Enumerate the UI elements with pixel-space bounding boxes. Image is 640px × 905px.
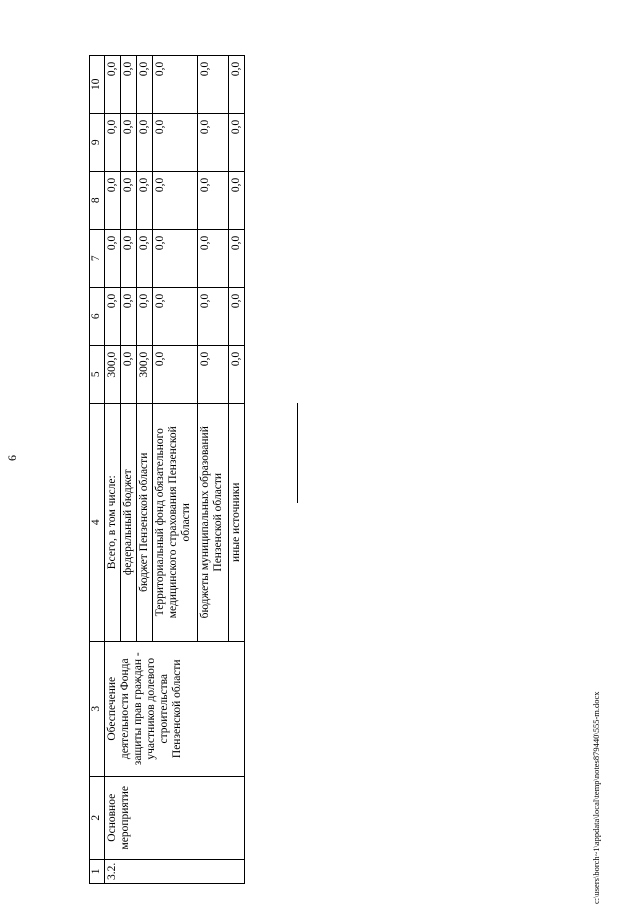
value-cell: 0,0: [105, 287, 121, 345]
header-cell: 7: [90, 229, 105, 287]
value-cell: 0,0: [121, 229, 137, 287]
value-cell: 0,0: [153, 55, 198, 113]
value-cell: 0,0: [229, 171, 245, 229]
source-cell: бюджеты муниципальных образований Пензенской области: [198, 403, 229, 641]
value-cell: 0,0: [105, 229, 121, 287]
source-cell: Всего, в том числе:: [105, 403, 121, 641]
header-row: [90, 55, 105, 883]
value-cell: 0,0: [105, 113, 121, 171]
source-cell: федеральный бюджет: [121, 403, 137, 641]
budget-table: [89, 55, 245, 884]
value-cell: 0,0: [198, 55, 229, 113]
value-cell: 0,0: [121, 287, 137, 345]
value-cell: 0,0: [137, 229, 153, 287]
value-cell: 0,0: [153, 287, 198, 345]
header-cell: 5: [90, 345, 105, 403]
header-cell: 6: [90, 287, 105, 345]
row-id-cell: 3.2.: [105, 859, 245, 883]
source-cell: Территориальный фонд обязательного медицинского страхования Пензенской области: [153, 403, 198, 641]
page-number: 6: [5, 455, 19, 461]
header-cell: 10: [90, 55, 105, 113]
value-cell: 0,0: [137, 287, 153, 345]
value-cell: 0,0: [198, 345, 229, 403]
value-cell: 0,0: [198, 287, 229, 345]
header-cell: 3: [90, 641, 105, 776]
value-cell: 300,0: [137, 345, 153, 403]
value-cell: 0,0: [153, 171, 198, 229]
value-cell: 0,0: [137, 55, 153, 113]
end-rule: [297, 403, 298, 503]
value-cell: 0,0: [229, 55, 245, 113]
value-cell: 0,0: [229, 345, 245, 403]
value-cell: 0,0: [153, 229, 198, 287]
header-cell: 8: [90, 171, 105, 229]
row-name-cell: Обеспечение деятельности Фонда защиты прав граждан - участников долевого строительства Пензенской области: [105, 641, 245, 776]
value-cell: 0,0: [105, 55, 121, 113]
value-cell: 0,0: [198, 229, 229, 287]
value-cell: 0,0: [121, 345, 137, 403]
table-row: [105, 55, 121, 883]
value-cell: 0,0: [121, 171, 137, 229]
value-cell: 0,0: [229, 287, 245, 345]
value-cell: 0,0: [137, 113, 153, 171]
value-cell: 300,0: [105, 345, 121, 403]
value-cell: 0,0: [229, 113, 245, 171]
value-cell: 0,0: [105, 171, 121, 229]
source-cell: бюджет Пензенской области: [137, 403, 153, 641]
row-type-cell: Основное мероприятие: [105, 776, 245, 859]
value-cell: 0,0: [137, 171, 153, 229]
header-cell: 1: [90, 859, 105, 883]
value-cell: 0,0: [198, 171, 229, 229]
value-cell: 0,0: [121, 55, 137, 113]
value-cell: 0,0: [121, 113, 137, 171]
source-cell: иные источники: [229, 403, 245, 641]
header-cell: 2: [90, 776, 105, 859]
value-cell: 0,0: [153, 113, 198, 171]
value-cell: 0,0: [229, 229, 245, 287]
header-cell: 4: [90, 403, 105, 641]
footer-file-path: c:\users\borch~1\appdata\local\temp\notes879440\555-m.docx: [591, 691, 601, 904]
value-cell: 0,0: [198, 113, 229, 171]
value-cell: 0,0: [153, 345, 198, 403]
header-cell: 9: [90, 113, 105, 171]
